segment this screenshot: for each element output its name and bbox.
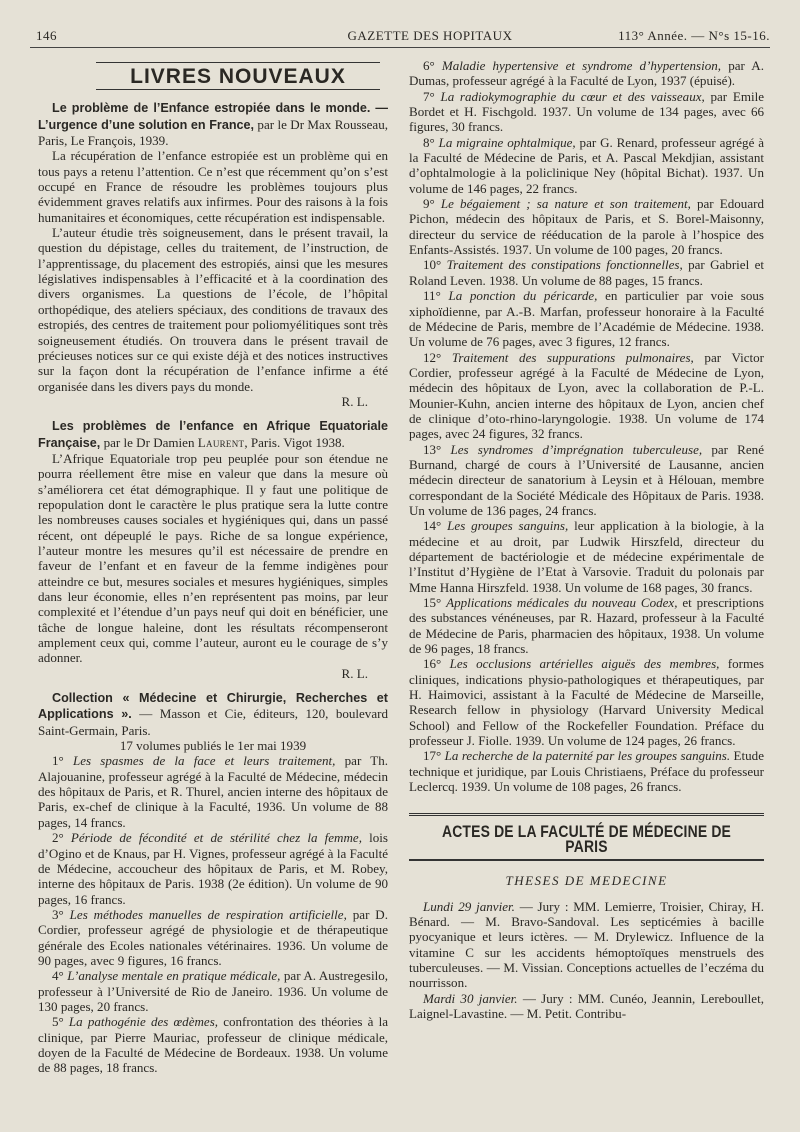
review-paragraph: La récupération de l’enfance estropiée est un problème qui en tous pays a retenu l’attention. Ce n’est que récemment qu’on s’est occupé en France de résoudre les problèmes toujours plus évidemment graves relatifs aux infirmes. Pour des raisons à la fois humanitaires et économiques, cette récupération est indispensable. — [38, 148, 388, 225]
volume-details: en particulier par voie sous xiphoïdienne, par A.-B. Marfan, professeur honoraire à la Faculté de Médecine de Paris, membre de l’Académie de Médecine. 1938. Un volume de 76 pages, avec 3 figures, 12 francs. — [409, 288, 764, 350]
thesis-details: — Jury : MM. Cunéo, Jeannin, Lereboullet, Laignel-Lavastine. — M. Petit. Contribu- — [409, 990, 764, 1021]
volume-number: 14° — [423, 518, 448, 534]
volume-entry — [409, 595, 764, 656]
volume-number: 15° — [423, 595, 447, 611]
volume-number: 12° — [423, 349, 452, 365]
review-byline: par le Dr Max Rousseau, Paris, Le François, 1939. — [38, 116, 388, 149]
volume-number: 13° — [423, 441, 451, 457]
volume-title: La recherche de la paternité par les groupes sanguins. — [444, 748, 731, 764]
actes-heading: ACTES DE LA FACULTÉ DE MÉDECINE DE PARIS — [441, 821, 732, 856]
section-heading-box — [96, 62, 380, 90]
journal-title: GAZETTE DES HOPITAUX — [347, 28, 513, 43]
volume-number: 17° — [423, 748, 445, 764]
review-signature: R. L. — [341, 665, 368, 681]
thesis-entry — [409, 899, 764, 991]
volume-title: Les groupes sanguins, — [447, 518, 569, 534]
volume-entry — [409, 748, 764, 794]
page-number: 146 — [36, 28, 57, 43]
volume-number: 3° — [52, 906, 70, 922]
volume-entry — [409, 656, 764, 748]
volume-details: lois d’Ogino et de Knaus, par H. Vignes, professeur agrégé à la Faculté de Médecine, accoucheur des hôpitaux de Paris, et M. Robey, interne des hôpitaux de Paris. 1938 (2e édition). Un volume de 90 pages, 16 francs. — [38, 830, 388, 907]
volume-number: 11° — [423, 288, 449, 304]
volume-title: La migraine ophtalmique, — [438, 134, 576, 150]
volume-entry — [409, 288, 764, 349]
volume-details: leur application à la biologie, à la médecine et au droit, par Ludwik Hirszfeld, directeur du département de bactériologie et de médecine expérimentale de l’Institut d’Hygiène de l’Etat à Varsovie. Traduit du polonais par Mme Hanna Hirszfeld. 1938. Un volume de 168 pages, 30 francs. — [409, 518, 764, 595]
volume-details: par Gabriel et Roland Leven. 1938. Un volume de 88 pages, 15 francs. — [409, 257, 764, 288]
volume-number: 1° — [52, 753, 73, 769]
volume-details: et prescriptions des substances vénéneuses, par R. Hazard, professeur à la Faculté de Médecine de Paris, pharmacien des hôpitaux, 1938. Un volume de 96 pages, 18 francs. — [409, 595, 764, 657]
theses-list — [409, 899, 764, 1022]
volume-title: Les syndromes d’imprégnation tuberculeuse, — [450, 441, 703, 457]
review-signature: R. L. — [341, 393, 368, 409]
volume-number: 10° — [423, 257, 447, 273]
left-column — [38, 58, 388, 1076]
review-paragraph: L’Afrique Equatoriale trop peu peuplée pour son étendue ne pourra réellement être mise en valeur que dans la mesure où s’améliorera cet état démographique. Il y faut une politique de repopulation dont le caractère le plus pratique sera la lutte contre les nombreuses causes sociales et hygiéniques qui, dans un passé récent, ont dépeuplé le pays. Riche de sa longue expérience, l’auteur montre les mesures qu’il est nécessaire de prendre en faveur de l’enfant et en faveur de la femme indigènes pour atteindre ce but, mesures sociales et mesures hygiéniques, simples dans leur économie, elles n’en représentent pas moins, par leur complexité et l’étendue d’un pays neuf qui doit en bénéficier, une tâche de longue haleine, dont les résultats récompenseront amplement ceux qui, comme l’auteur, auront eu le courage de s’y adonner. — [38, 450, 388, 666]
volume-title: Traitement des suppurations pulmonaires, — [451, 349, 694, 365]
volume-title: Traitement des constipations fonctionnelles, — [446, 257, 683, 273]
thesis-details: — Jury : MM. Lemierre, Troisier, Chiray, H. Bénard. — M. Bravo-Sandoval. Les septicémies à bacille pyocyanique et leurs ictères. — M. Drylewicz. Influence de la vitamine C sur les accidents hémoptoïques menstruels des tuberculeuses. — M. Vissian. Conceptions actuelles de l’eczéma du nourrisson. — [409, 898, 764, 991]
review-paragraph: L’auteur étudie très soigneusement, dans le présent travail, la question du dépistage, celles du traitement, de l’instruction, de l’apprentissage, du placement des estropiés, ainsi que les mesures législatives indispensables à l’efficacité et à la coordination des divers organismes. La questions de l’école, de l’hôpital orthopédique, des ateliers spéciaux, des conditions de travaux des estropiés, des centres de traitement pour poliomyélitiques sont très soigneusement étudiés. On trouvera dans le présent travail de précieuses notices sur ce qui existe déjà et des notices instructives sur la façon dont la récupération de l’enfance infirme a été organisée dans les divers pays du monde. — [38, 225, 388, 394]
volume-entry — [38, 830, 388, 907]
volume-title: La pathogénie des œdèmes, — [68, 1014, 219, 1030]
volume-entry — [409, 442, 764, 519]
volume-title: Les spasmes de la face et leurs traitement, — [72, 753, 336, 769]
volume-entry — [409, 58, 764, 89]
volume-number: 4° — [52, 968, 68, 984]
volume-title: Les occlusions artérielles aiguës des membres, — [449, 656, 720, 672]
thesis-entry — [409, 991, 764, 1022]
volume-details: par Th. Alajouanine, professeur agrégé à la Faculté de Médecine, médecin des hôpitaux de Paris, et R. Thurel, ancien interne des hôpitaux de Paris, ex-chef de clinique à la Faculté, 1936. Un volume de 88 pages, 14 francs. — [38, 753, 389, 830]
volume-entry — [409, 135, 764, 196]
volume-entry — [38, 968, 388, 1014]
volume-details: par Edouard Pichon, médecin des hôpitaux de Paris, et S. Borel-Maisonny, directeur du service de rééducation de la parole à l’hospice des Enfants-Assistés. 1937. Un volume de 100 pages, 20 francs. — [409, 196, 764, 258]
volume-details: par René Burnand, chargé de cours à l’Université de Lausanne, ancien médecin directeur de sanatorium à Leysin et à Hélouan, membre correspondant de la Société Médicale des Hôpitaux de Paris. 1938. Un volume de 136 pages, 24 francs. — [409, 441, 764, 518]
volume-entry — [38, 907, 388, 968]
review-author: Laurent — [197, 434, 245, 450]
volume-title: La radiokymographie du cœur et des vaisseaux, — [440, 88, 705, 104]
volume-entry — [409, 518, 764, 595]
volume-details: par A. Dumas, professeur agrégé à la Faculté de Lyon, 1937 (épuisé). — [409, 58, 764, 89]
volume-list — [409, 58, 764, 795]
header-rule — [30, 47, 770, 48]
section-heading: LIVRES NOUVEAUX — [130, 65, 346, 88]
volume-count: 17 volumes publiés le 1er mai 1939 — [119, 738, 307, 754]
volume-entry — [409, 89, 764, 135]
volume-title: La ponction du péricarde, — [448, 288, 598, 304]
review-title: Le problème de l’Enfance estropiée dans le monde. — L’urgence d’une solution en France, — [38, 101, 388, 132]
volume-details: par Victor Cordier, professeur agrégé à la Faculté de Médecine de Lyon, médecin des hôpitaux de Lyon, avec la collaboration de P.-L. Mounier-Kuhn, ancien interne des hôpitaux de Lyon, ancien chef de clinique d’oto-rhino-laryngologie. 1938. Un volume de 174 pages, avec 24 figures, 32 francs. — [409, 349, 765, 442]
volume-details: par G. Renard, professeur agrégé à la Faculté de Médecine de Paris, et A. Pascal Mekdjian, assistant d’ophtalmologie à la policlinique Ney (hôpital Bichat). 1937. Un volume de 146 pages, 22 francs. — [409, 134, 765, 196]
review-afrique-equatoriale — [38, 418, 388, 681]
volume-title: Les méthodes manuelles de respiration artificielle, — [69, 906, 347, 922]
volume-title: Maladie hypertensive et syndrome d’hypertension, — [441, 58, 722, 73]
review-enfance-estropiee — [38, 100, 388, 409]
review-byline: par le Dr Damien — [100, 434, 198, 450]
volume-entry — [409, 257, 764, 288]
review-title: Collection « Médecine et Chirurgie, Recherches et Applications ». — [38, 691, 388, 722]
running-header — [30, 24, 770, 46]
review-byline: — Masson et Cie, éditeurs, 120, boulevard Saint-Germain, Paris. — [38, 706, 388, 738]
right-column — [409, 58, 764, 1021]
volume-list — [38, 753, 388, 1075]
thesis-date: Lundi 29 janvier. — [423, 898, 515, 914]
volume-title: Applications médicales du nouveau Codex, — [446, 595, 678, 611]
volume-details: par Emile Bordet et H. Fischgold. 1937. Un volume de 134 pages, avec 66 figures, 30 francs. — [409, 88, 765, 135]
volume-entry — [38, 1014, 388, 1075]
volume-number: 6° — [423, 58, 442, 73]
volume-number: 8° — [423, 134, 439, 150]
volume-number: 2° — [52, 830, 71, 846]
theses-heading: THESES DE MEDECINE — [505, 873, 668, 889]
review-collection-masson — [38, 690, 388, 1076]
volume-number: 9° — [423, 196, 441, 212]
volume-details: confrontation des théories à la clinique, par Pierre Mauriac, professeur de clinique médicale, doyen de la Faculté de Médecine de Bordeaux. 1938. Un volume de 88 pages, 18 francs. — [38, 1014, 388, 1076]
actes-heading-box — [409, 813, 764, 862]
review-title: Les problèmes de l’enfance en Afrique Equatoriale Française, — [38, 419, 388, 450]
volume-entry — [409, 350, 764, 442]
thesis-date: Mardi 30 janvier. — [423, 990, 518, 1006]
volume-entry — [409, 196, 764, 257]
volume-number: 7° — [423, 88, 441, 104]
volume-details: par D. Cordier, professeur agrégé de physiologie et de thérapeutique générale des Ecoles nationales vétérinaires. 1936. Un volume de 90 pages, avec 9 figures, 16 francs. — [38, 906, 388, 968]
volume-title: Période de fécondité et de stérilité chez la femme, — [70, 830, 362, 846]
volume-entry — [38, 753, 388, 830]
volume-number: 5° — [52, 1014, 69, 1030]
volume-details: Etude technique et juridique, par Louis Christiaens, Préface du professeur Leclercq. 1939. Un volume de 108 pages, 26 francs. — [409, 748, 764, 795]
volume-title: Le bégaiement ; sa nature et son traitement, — [440, 196, 691, 212]
issue-number: 113° Année. — N°s 15-16. — [618, 28, 770, 43]
volume-title: L’analyse mentale en pratique médicale, — [67, 968, 281, 984]
volume-details: par A. Austregesilo, professeur à l’Université de Rio de Janeiro. 1936. Un volume de 130 pages, 20 francs. — [38, 968, 388, 1014]
volume-number: 16° — [423, 656, 450, 672]
review-byline: , Paris. Vigot 1938. — [244, 434, 345, 450]
volume-details: formes cliniques, indications physio-pathologiques et thérapeutiques, par H. Haimovici, assistant à la Faculté de Médecine de Marseille, Research fellow in physiology (Harvard University Medical School) and Fellow of the Rockefeller Foundation. Préface du professeur J. Fiolle. 1939. Un volume de 124 pages, 26 francs. — [409, 656, 764, 749]
